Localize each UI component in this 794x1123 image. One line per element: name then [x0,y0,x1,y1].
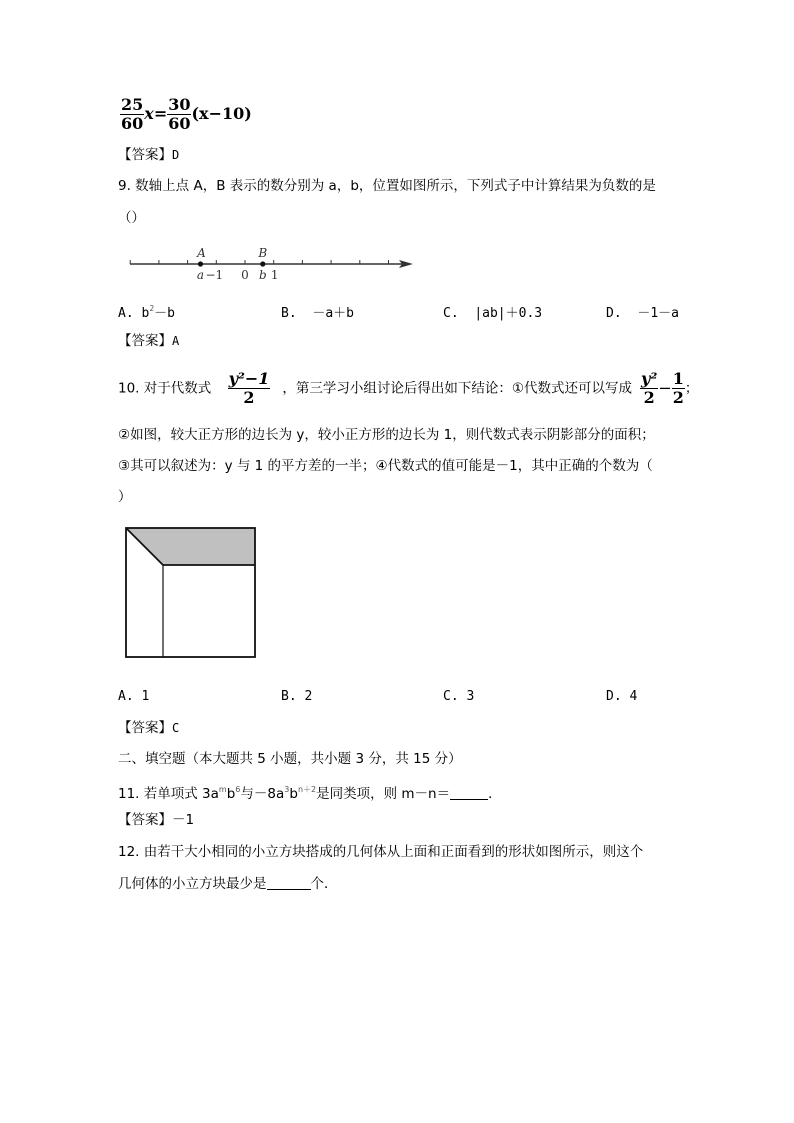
tick-label-minus-1: −1 [205,268,224,282]
q12-line1: 12. 由若干大小相同的小立方块搭成的几何体从上面和正面看到的形状如图所示，则这个 [118,844,644,860]
option-key: A. [118,306,134,321]
answer-value: D [172,148,180,162]
q10-square-figure [120,522,262,664]
option-text: －b [154,306,175,321]
denominator: 60 [168,114,191,133]
option-key: D. [606,306,622,321]
superscript-n-plus-2: n＋2 [297,785,317,794]
minus-sign: − [658,378,672,398]
q8-answer [118,145,179,165]
point-a [198,261,203,266]
rhs-expression: (x−10) [191,104,252,123]
q10-line4: ） [118,489,132,505]
denominator: 2 [228,388,271,407]
option-text: |ab|＋0.3 [474,306,543,321]
fraction-30-60 [167,96,191,133]
semicolon: ； [684,380,699,397]
superscript-6: 6 [235,785,241,794]
q12-text: 几何体的小立方块最少是 [118,876,267,892]
q9-paren: （） [118,210,145,226]
numerator: 1 [672,369,684,388]
point-b [260,261,265,266]
q12-line2 [118,874,338,894]
q11-prefix: 11. 若单项式 3a [118,786,219,802]
fraction-25-60 [120,96,144,133]
q9-answer [118,331,179,351]
q10-option-c[interactable] [443,689,474,704]
q9-option-b[interactable] [281,302,354,321]
q11-text: 与－8a [240,786,285,802]
superscript-m: m [218,785,227,794]
option-text: 3 [466,689,475,704]
option-key: C. [443,689,459,704]
option-text: 1 [141,689,150,704]
answer-label: 【答案】 [118,812,172,828]
q9-stem: 9. 数轴上点 A，B 表示的数分别为 a，b，位置如图所示，下列式子中计算结果为负数的是 [118,178,656,194]
option-key: C. [443,306,459,321]
number-line-figure [120,240,420,285]
answer-label: 【答案】 [118,147,172,163]
point-b-var: b [258,268,267,282]
numerator: y²−1 [228,369,270,388]
answer-blank[interactable] [450,785,488,800]
variable-x: x [144,104,154,123]
section-heading-fill-in: 二、填空题（本大题共 5 小题，共小题 3 分，共 15 分） [118,751,462,767]
answer-value: A [172,334,180,348]
answer-value: C [172,721,180,735]
fraction-y2-minus-1-over-2 [228,370,271,407]
denominator: 2 [672,388,684,407]
option-text: 4 [629,689,638,704]
q11-text: b [226,786,236,802]
answer-value: －1 [172,812,195,828]
option-key: B. [281,689,297,704]
tick-label-1: 1 [270,268,279,282]
superscript: 2 [149,304,155,313]
answer-label: 【答案】 [118,720,172,736]
point-a-var: a [196,268,205,282]
point-a-label: A [197,246,206,260]
option-key: A. [118,689,134,704]
q8-equation [120,96,252,133]
q10-mid-text: ，第三学习小组讨论后得出如下结论：①代数式还可以写成 [282,380,633,397]
q10-option-a[interactable] [118,689,149,704]
q10-option-b[interactable] [281,689,312,704]
option-key: D. [606,689,622,704]
option-text: b [141,306,150,321]
q10-line2: ②如图，较大正方形的边长为 y，较小正方形的边长为 1，则代数式表示阴影部分的面积； [118,427,655,443]
q9-option-a[interactable] [118,302,175,321]
q10-option-d[interactable] [606,689,637,704]
fraction-1-over-2 [672,370,685,407]
q11-answer [118,810,194,830]
numerator: 30 [168,95,191,114]
q10-line3: ③其可以叙述为：y 与 1 的平方差的一半；④代数式的值可能是－1，其中正确的个数为（ [118,458,653,474]
q12-text: 个． [310,876,338,892]
denominator: 60 [121,114,144,133]
denominator: 2 [643,388,655,407]
option-key: B. [281,306,297,321]
q10-line1 [118,370,698,407]
answer-label: 【答案】 [118,333,172,349]
option-text: －1－a [637,306,679,321]
q10-prefix: 10. 对于代数式 [118,380,212,397]
q9-option-c[interactable] [443,302,542,321]
numerator: y² [641,369,658,388]
q11-text: b [289,786,298,802]
point-b-label: B [258,246,268,260]
numerator: 25 [121,95,144,114]
q11-suffix: 是同类项，则 m－n＝ [316,786,451,802]
option-text: 2 [304,689,313,704]
answer-blank[interactable] [267,875,311,890]
period: ． [488,786,502,802]
equals-sign: = [153,104,168,123]
tick-label-0: 0 [241,268,249,282]
q11-stem [118,780,502,804]
q9-option-d[interactable] [606,302,679,321]
q10-answer [118,718,179,738]
fraction-y2-over-2 [640,370,658,407]
option-text: －a＋b [312,306,354,321]
superscript-3: 3 [284,785,290,794]
